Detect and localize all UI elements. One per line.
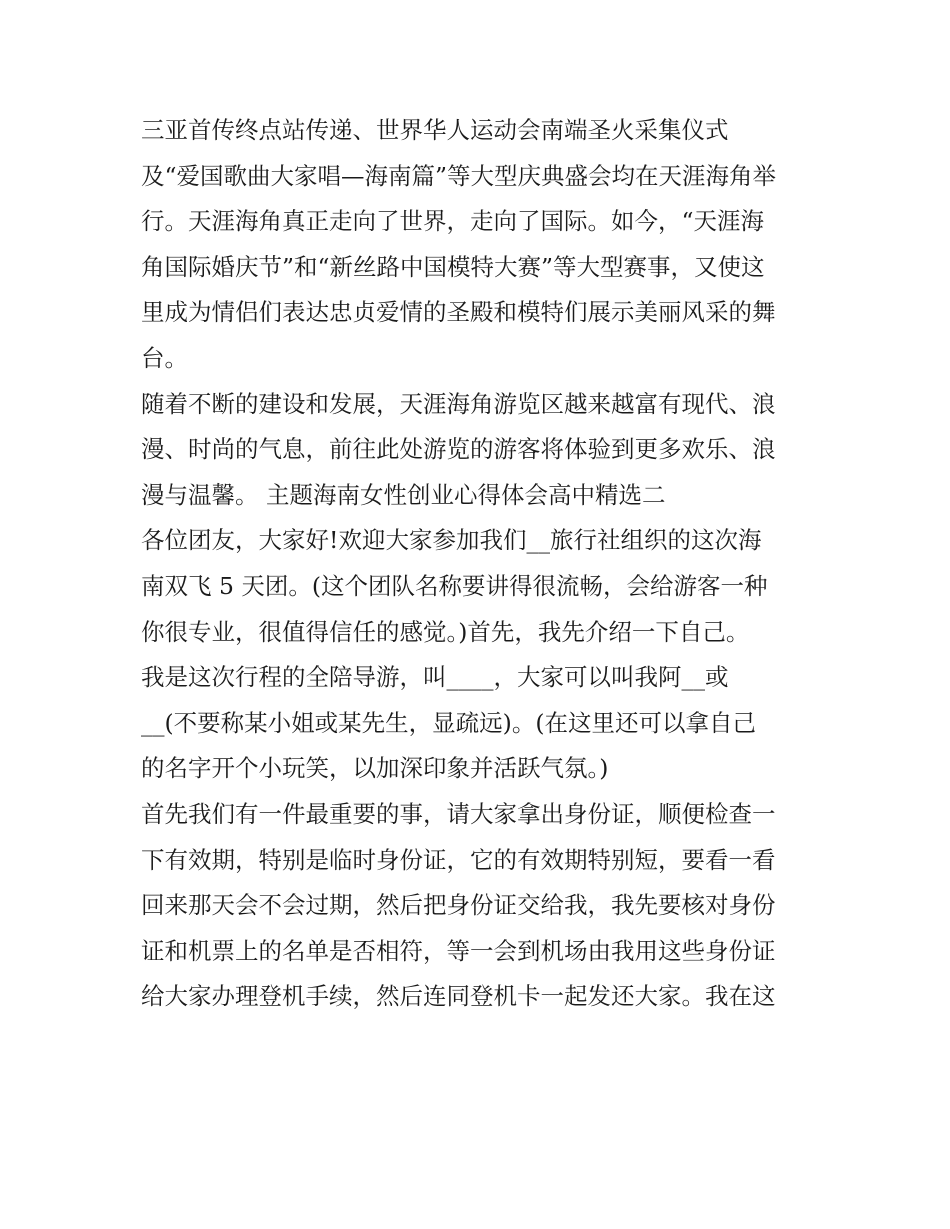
document-body [141,108,821,1020]
text-line-1: 三亚首传终点站传递、世界华人运动会南端圣火采集仪式 [141,116,729,144]
text-line-9: 漫与温馨。 主题海南女性创业心得体会高中精选二 [141,480,666,509]
text-line-11: 南双飞 5 天团。(这个团队名称要讲得很流畅，会给游客一种 [141,571,768,600]
text-line-6: 台。 [141,343,188,372]
text-line-10: 各位团友，大家好!欢迎大家参加我们__旅行社组织的这次海 [141,526,762,555]
text-line-13: 我是这次行程的全陪导游，叫____，大家可以叫我阿__或 [141,663,729,692]
text-line-2: 及“爱国歌曲大家唱—海南篇”等大型庆典盛会均在天涯海角举 [141,161,777,190]
text-line-7: 随着不断的建设和发展，天涯海角游览区越来越富有现代、浪 [141,389,776,418]
text-line-18: 回来那天会不会过期，然后把身份证交给我，我先要核对身份 [141,891,776,920]
text-line-14: __(不要称某小姐或某先生，显疏远)。(在这里还可以拿自己 [141,708,757,737]
text-line-5: 里成为情侣们表达忠贞爱情的圣殿和模特们展示美丽风采的舞 [141,298,776,327]
text-line-15: 的名字开个小玩笑，以加深印象并活跃气氛。) [141,754,609,783]
text-line-17: 下有效期，特别是临时身份证，它的有效期特别短，要看一看 [141,845,776,874]
text-line-8: 漫、时尚的气息，前往此处游览的游客将体验到更多欢乐、浪 [141,435,776,464]
text-line-12: 你很专业，很值得信任的感觉。)首先，我先介绍一下自己。 [141,617,750,646]
text-line-20: 给大家办理登机手续，然后连同登机卡一起发还大家。我在这 [141,982,776,1011]
text-line-19: 证和机票上的名单是否相符，等一会到机场由我用这些身份证 [141,936,776,965]
text-line-4: 角国际婚庆节”和“新丝路中国模特大赛”等大型赛事，又使这 [141,252,765,281]
text-line-16: 首先我们有一件最重要的事，请大家拿出身份证，顺便检查一 [141,799,776,828]
text-line-3: 行。天涯海角真正走向了世界，走向了国际。如今，“天涯海 [141,207,765,236]
